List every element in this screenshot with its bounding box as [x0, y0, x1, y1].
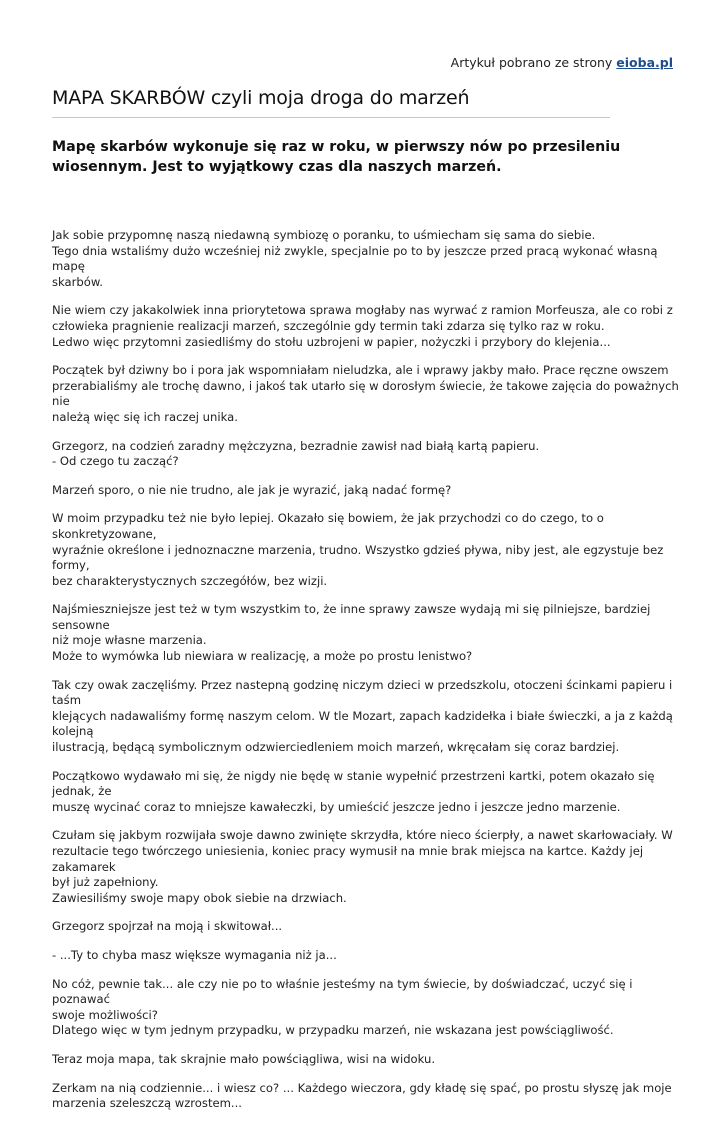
paragraph-line: Grzegorz, na codzień zaradny mężczyzna, bezradnie zawisł nad białą kartą papieru. [52, 438, 540, 453]
paragraph-line: przerabialiśmy ale trochę dawno, i jakoś tak utarło się w dorosłym świecie, że takowe zajęcia do poważnych nie [52, 378, 679, 409]
paragraph [52, 228, 682, 290]
paragraph-line: muszę wycinać coraz to mniejsze kawałeczki, by umieścić jeszcze jedno i jeszcze jedno marzenie. [52, 799, 621, 814]
paragraph-line: był już zapełniony. [52, 875, 159, 890]
paragraph [52, 1081, 682, 1112]
paragraph-line: Nie wiem czy jakakolwiek inna priorytetowa sprawa mogłaby nas wyrwać z ramion Morfeusza, ale co robi z [52, 303, 673, 318]
paragraph [52, 977, 682, 1039]
paragraph-line: swoje możliwości? [52, 1007, 158, 1022]
paragraph-line: skarbów. [52, 274, 103, 289]
paragraph-line: marzenia szeleszczą wzrostem... [52, 1096, 242, 1111]
paragraph-line: Teraz moja mapa, tak skrajnie mało powściągliwa, wisi na widoku. [52, 1051, 436, 1066]
source-prefix: Artykuł pobrano ze strony [450, 55, 613, 70]
paragraph [52, 919, 682, 935]
article-title: MAPA SKARBÓW czyli moja droga do marzeń [52, 87, 470, 109]
paragraph-line: Początek był dziwny bo i pora jak wspomniałam nieludzka, ale i wprawy jakby mało. Prace ręczne owszem [52, 363, 669, 378]
paragraph-line: Tego dnia wstaliśmy dużo wcześniej niż zwykle, specjalnie po to by jeszcze przed pracą wykonać własną mapę [52, 243, 658, 274]
paragraph [52, 769, 682, 816]
paragraph-line: Czułam się jakbym rozwijała swoje dawno zwinięte skrzydła, które nieco ścierpły, a nawet skarłowaciały. W [52, 828, 673, 843]
paragraph-line: Marzeń sporo, o nie nie trudno, ale jak je wyrazić, jaką nadać formę? [52, 482, 452, 497]
paragraph [52, 483, 682, 499]
paragraph-line: niż moje własne marzenia. [52, 633, 207, 648]
source-link[interactable]: eioba.pl [616, 55, 673, 70]
paragraph-line: Zerkam na nią codziennie... i wiesz co? ... Każdego wieczora, gdy kładę się spać, po prostu słyszę jak moje [52, 1080, 672, 1095]
paragraph-line: Może to wymówka lub niewiara w realizację, a może po prostu lenistwo? [52, 649, 473, 664]
paragraph-line: bez charakterystycznych szczegółów, bez wizji. [52, 573, 328, 588]
source-attribution [451, 55, 673, 70]
paragraph-line: Jak sobie przypomnę naszą niedawną symbiozę o poranku, to uśmiecham się sama do siebie. [52, 228, 596, 242]
paragraph-line: W moim przypadku też nie było lepiej. Okazało się bowiem, że jak przychodzi co do czego, to o skonkretyzowane, [52, 511, 604, 541]
paragraph-line: rezultacie tego twórczego uniesienia, koniec pracy wymusił na mnie brak miejsca na kartce. Każdy jej zakamarek [52, 844, 644, 874]
article-body [52, 228, 682, 1125]
paragraph [52, 828, 682, 906]
paragraph-line: klejących nadawaliśmy formę naszym celom. W tle Mozart, zapach kadzidełka i białe świeczki, a ja z każdą kolejną [52, 708, 673, 739]
paragraph-line: ilustracją, będącą symbolicznym odzwierciedleniem moich marzeń, wkręcałam się coraz bardziej. [52, 740, 620, 755]
paragraph-line: Początkowo wydawało mi się, że nigdy nie będę w stanie wypełnić przestrzeni kartki, potem okazało się jednak, że [52, 768, 655, 799]
article-lead [52, 137, 642, 177]
title-divider [52, 117, 610, 118]
paragraph-line: należą więc się ich raczej unika. [52, 409, 238, 424]
paragraph-line: człowieka pragnienie realizacji marzeń, szczególnie gdy termin taki zdarza się tylko raz w roku. [52, 318, 605, 333]
paragraph-line: Najśmieszniejsze jest też w tym wszystkim to, że inne sprawy zawsze wydają mi się pilniejsze, bardziej sensowne [52, 602, 651, 632]
paragraph-line: - Od czego tu zacząć? [52, 454, 179, 469]
paragraph-line: No cóż, pewnie tak... ale czy nie po to właśnie jesteśmy na tym świecie, by doświadczać, uczyć się i poznawać [52, 976, 633, 1007]
paragraph-line: Ledwo więc przytomni zasiedliśmy do stołu uzbrojeni w papier, nożyczki i przybory do klejenia... [52, 334, 611, 349]
paragraph-line: Tak czy owak zaczęliśmy. Przez nastepną godzinę niczym dzieci w przedszkolu, otoczeni ścinkami papieru i taśm [52, 677, 673, 708]
lead-line: wiosennym. Jest to wyjątkowy czas dla naszych marzeń. [52, 159, 502, 175]
paragraph [52, 678, 682, 756]
paragraph-line: wyraźnie określone i jednoznaczne marzenia, trudno. Wszystko gdzieś pływa, niby jest, ale egzystuje bez formy, [52, 542, 664, 573]
paragraph [52, 602, 682, 664]
paragraph [52, 439, 682, 470]
paragraph [52, 363, 682, 425]
paragraph [52, 1052, 682, 1068]
paragraph [52, 948, 682, 964]
paragraph-line: Zawiesiliśmy swoje mapy obok siebie na drzwiach. [52, 890, 347, 905]
paragraph-line: - ...Ty to chyba masz większe wymagania niż ja... [52, 947, 337, 962]
paragraph-line: Dlatego więc w tym jednym przypadku, w przypadku marzeń, nie wskazana jest powściągliwość. [52, 1023, 614, 1038]
paragraph [52, 511, 682, 589]
paragraph-line: Grzegorz spojrzał na moją i skwitował... [52, 919, 283, 934]
lead-line: Mapę skarbów wykonuje się raz w roku, w pierwszy nów po przesileniu [52, 139, 621, 155]
paragraph [52, 303, 682, 350]
